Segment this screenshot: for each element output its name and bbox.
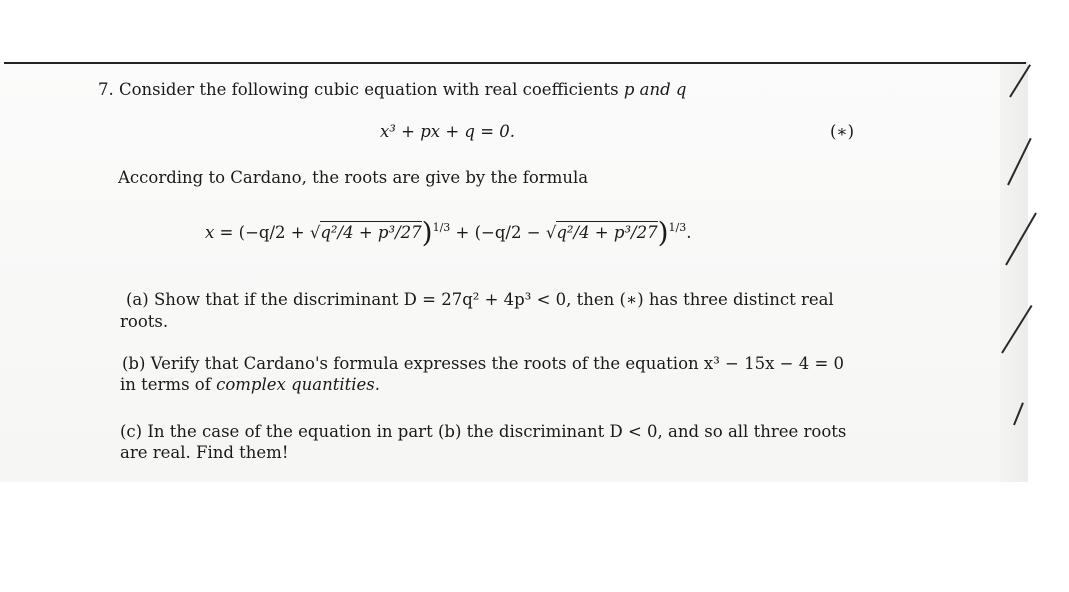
formula-end: . [686,223,692,242]
sqrt-sign-icon: √ [309,223,321,242]
problem-intro-line [98,80,686,100]
cardano-formula [205,216,692,249]
cardano-intro: According to Cardano, the roots are give by the formula [118,168,589,187]
part-a-line1: (a) Show that if the discriminant D = 27q² + 4p³ < 0, then (∗) has three distinct real [126,290,834,309]
part-c-line2: are real. Find them! [120,443,289,462]
formula-term2-close: ) [657,216,669,249]
part-b-line2 [120,375,380,395]
formula-term1-sqrt: q²/4 + p³/27 [320,223,422,242]
equation-label: (∗) [830,122,855,141]
part-b-line1: (b) Verify that Cardano's formula expresses the roots of the equation x³ − 15x − 4 = 0 [122,354,845,373]
formula-plus: + [455,223,470,242]
formula-term1-close: ) [421,216,433,249]
problem-intro: Consider the following cubic equation with real coefficients [119,80,619,99]
sqrt-sign-icon: √ [545,223,557,242]
part-b-italic: complex quantities. [216,375,381,394]
problem-intro-vars: p and q [623,80,687,99]
formula-term2-sqrt: q²/4 + p³/27 [556,223,658,242]
top-rule-line [4,62,1026,64]
formula-exponent-1: 1/3 [432,221,451,234]
formula-exponent-2: 1/3 [668,221,687,234]
formula-term1-open: (−q/2 + [238,223,305,242]
problem-number: 7. [98,80,114,99]
formula-lhs: x = [205,223,234,242]
part-a-line2: roots. [120,312,169,331]
cubic-equation: x³ + px + q = 0. [380,122,516,141]
formula-term2-open: (−q/2 − [474,223,541,242]
part-c-line1: (c) In the case of the equation in part (b) the discriminant D < 0, and so all three roots [120,422,847,441]
part-b-prefix: in terms of [120,375,211,394]
